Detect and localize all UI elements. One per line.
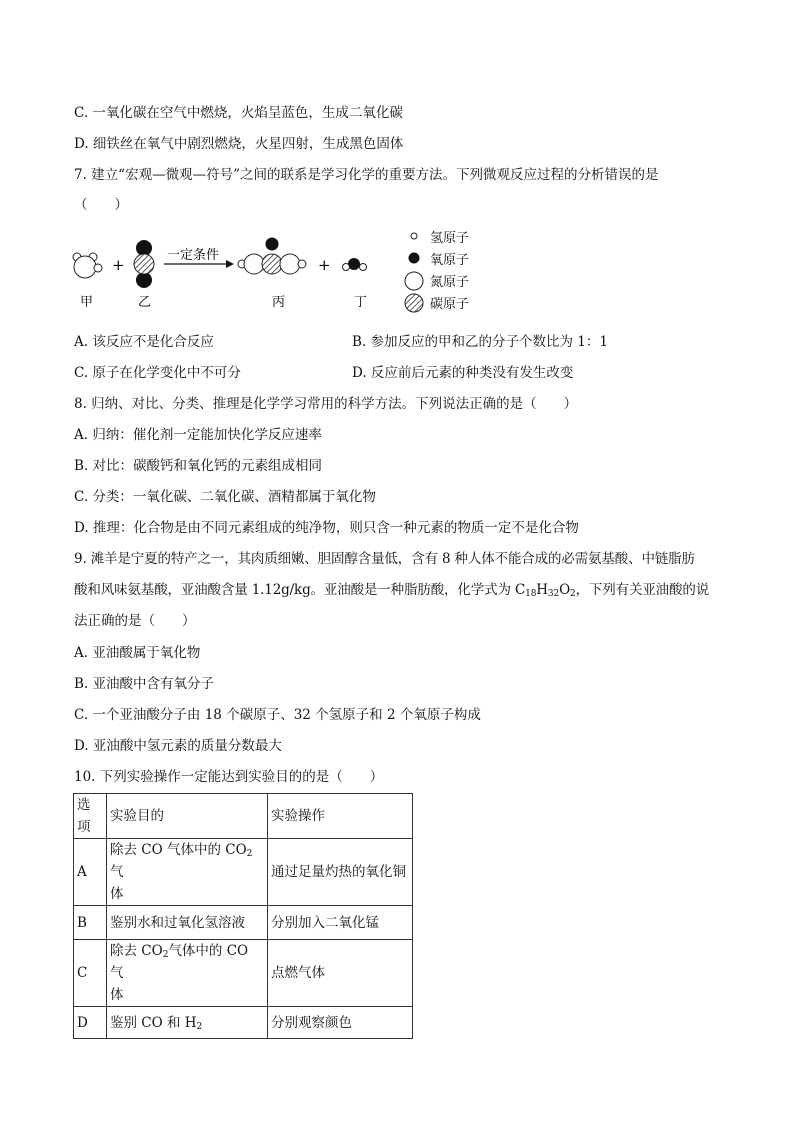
legend-oxygen-label: 氧原子 [430,252,470,268]
q8-option-a: A. 归纳：催化剂一定能加快化学反应速率 [74,427,322,443]
q10-stem: 10. 下列实验操作一定能达到实验目的的是（ ） [74,769,384,785]
row-purpose: 除去 CO 气体中的 $CO_2$气 体 [107,839,268,906]
row-operation: 通过足量灼热的氧化铜 [268,839,413,906]
q10-table [73,793,413,1039]
legend-oxygen [400,248,469,268]
label-ding: 丁 [354,295,368,310]
table-row [74,839,413,906]
q9-stem-line2-b: ，下列有关亚油酸的说 [575,582,710,598]
plus-sign: + [112,256,125,274]
legend-carbon [400,292,469,312]
formula-sub-o: 2 [570,589,576,599]
row-option-label: C [74,940,107,1007]
q9-stem-line1: 9. 滩羊是宁夏的特产之一，其肉质细嫩、胆固醇含量低，含有 8 种人体不能合成的必需氨基酸、中链脂肪 [74,551,695,567]
q9-stem-line3: 法正确的是（ ） [74,613,196,629]
row-purpose: 鉴别水和过氧化氢溶液 [107,906,268,940]
q7-option-d: D. 反应前后元素的种类没有发生改变 [352,365,574,381]
header-operation: 实验操作 [268,794,413,839]
header-option: 选项 [74,794,107,839]
legend-nitrogen-label: 氮原子 [430,274,470,290]
row-option-label: D [74,1007,107,1039]
table-row [74,1007,413,1039]
molecule-jia [73,253,102,278]
q8-option-d: D. 推理：化合物是由不同元素组成的纯净物，则只含一种元素的物质一定不是化合物 [74,520,579,536]
q8-option-b: B. 对比：碳酸钙和氧化钙的元素组成相同 [74,458,323,474]
header-purpose: 实验目的 [107,794,268,839]
molecule-yi [134,241,154,288]
row-operation: 点燃气体 [268,940,413,1007]
q7-paren: （ ） [74,197,128,213]
row-purpose: 鉴别 CO 和 $H_2$ [107,1007,268,1039]
plus-sign: + [318,256,331,274]
legend-hydrogen-label: 氢原子 [430,230,470,246]
table-header-row [74,794,413,839]
q8-option-c: C. 分类：一氧化碳、二氧化碳、酒精都属于氧化物 [74,489,376,505]
formula-sub-c: 18 [525,589,537,599]
row-option-label: B [74,906,107,940]
molecule-ding [343,258,367,271]
molecule-bing [238,238,306,275]
q9-option-b: B. 亚油酸中含有氧分子 [74,676,215,692]
q9-option-a: A. 亚油酸属于氧化物 [74,645,201,661]
row-purpose: 除去 $CO_2$气体中的 CO 气 体 [107,940,268,1007]
q9-option-c: C. 一个亚油酸分子由 18 个碳原子、32 个氢原子和 2 个氧原子构成 [74,707,481,723]
q7-option-c: C. 原子在化学变化中不可分 [74,365,241,381]
formula-o: O [559,582,570,598]
q7-option-a: A. 该反应不是化合反应 [74,334,214,350]
q9-option-d: D. 亚油酸中氢元素的质量分数最大 [74,738,282,754]
q6-option-d: D. 细铁丝在氧气中剧烈燃烧，火星四射，生成黑色固体 [74,136,404,152]
q6-option-c: C. 一氧化碳在空气中燃烧，火焰呈蓝色，生成二氧化碳 [74,105,403,121]
table-row [74,940,413,1007]
q9-stem-line2-a: 酸和风味氨基酸，亚油酸含量 1.12g/kg。亚油酸是一种脂肪酸，化学式为 C [74,582,526,598]
legend-nitrogen [400,270,469,290]
formula-h: H [536,582,548,598]
formula-sub-h: 32 [547,589,560,599]
arrow-condition-label: 一定条件 [167,248,220,263]
q8-stem: 8. 归纳、对比、分类、推理是化学学习常用的科学方法。下列说法正确的是（ ） [74,396,578,412]
table-row [74,906,413,940]
legend-carbon-label: 碳原子 [430,296,470,312]
row-operation: 分别加入二氧化锰 [268,906,413,940]
label-bing: 丙 [272,295,286,310]
q7-stem: 7. 建立“宏观—微观—符号”之间的联系是学习化学的重要方法。下列微观反应过程的分析错误的是 [74,167,659,183]
q7-option-b: B. 参加反应的甲和乙的分子个数比为 1：1 [352,334,608,350]
label-jia: 甲 [80,295,94,310]
q9-stem-line2 [74,580,709,600]
label-yi: 乙 [138,295,152,310]
row-option-label: A [74,839,107,906]
row-operation: 分别观察颜色 [268,1007,413,1039]
legend-hydrogen [400,226,469,246]
